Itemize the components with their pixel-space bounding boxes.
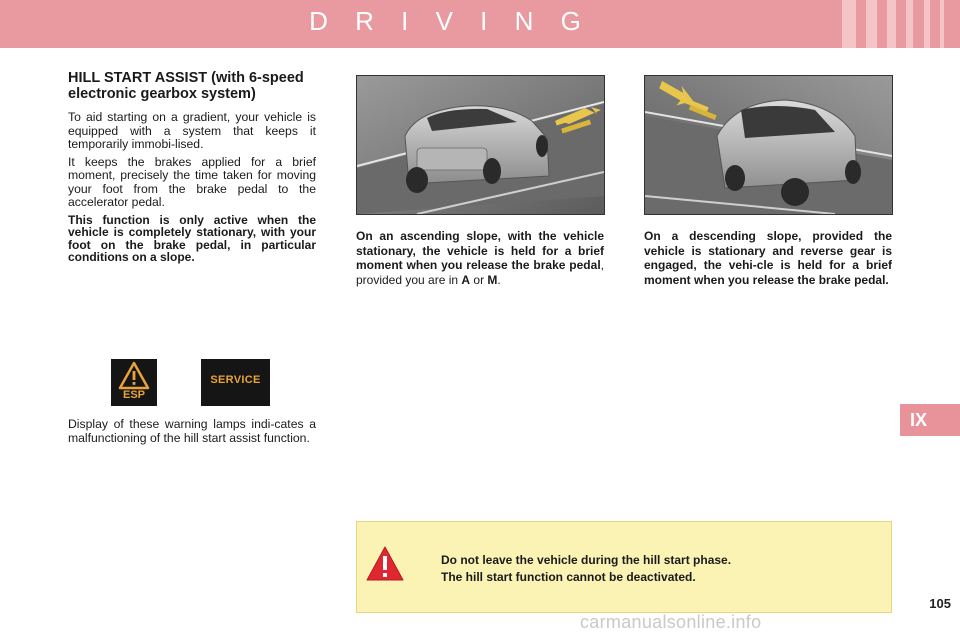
esp-warning-lamp [111, 359, 157, 406]
service-label: SERVICE [210, 374, 261, 386]
header-stripe [866, 0, 877, 48]
warning-text-line: The hill start function cannot be deactivated. [441, 570, 696, 584]
car-ascending-illustration [357, 76, 604, 214]
chapter-tab[interactable] [900, 404, 960, 436]
descending-slope-photo [644, 75, 893, 215]
warning-triangle-icon [111, 361, 157, 391]
warning-box [356, 521, 892, 613]
esp-label: ESP [122, 389, 145, 401]
page-title: D R I V I N G [309, 6, 591, 36]
section-title: HILL START ASSIST (with 6-speed electronic gearbox system) [68, 70, 304, 102]
header-stripe [940, 0, 944, 48]
warning-lamps-caption: Display of these warning lamps indi-cates a malfunctioning of the hill start assist function. [68, 417, 316, 445]
warning-text-line: Do not leave the vehicle during the hill start phase. [441, 553, 732, 567]
chapter-label: IX [910, 410, 928, 430]
hill-start-section [68, 70, 316, 264]
header-stripe [842, 0, 856, 48]
service-warning-lamp [201, 359, 270, 406]
ascending-slope-photo [356, 75, 605, 215]
page-header [0, 0, 960, 48]
ascending-caption: On an ascending slope, with the vehicle stationary, the vehicle is held for a brief moment when you release the brake pedal, provided you are in A or M. [356, 229, 604, 287]
header-stripe [924, 0, 930, 48]
section-bold-note: This function is only active when the vehicle is completely stationary, with your foot on the brake pedal, in particular conditions on a slope. [68, 212, 316, 264]
watermark: carmanualsonline.info [580, 612, 762, 632]
page-number: 105 [929, 596, 951, 611]
header-stripe [887, 0, 896, 48]
descending-caption: On a descending slope, provided the vehicle is stationary and reverse gear is engaged, the vehi-cle is held for a brief moment when you release the brake pedal. [644, 229, 892, 287]
car-descending-illustration [645, 76, 892, 214]
section-paragraph: It keeps the brakes applied for a brief moment, precisely the time taken for moving your foot from the brake pedal to the accelerator pedal. [68, 154, 316, 209]
section-paragraph: To aid starting on a gradient, your vehicle is equipped with a system that keeps it temporarily immobi-lised. [68, 110, 316, 151]
header-stripe [906, 0, 913, 48]
warning-icon [366, 546, 404, 582]
